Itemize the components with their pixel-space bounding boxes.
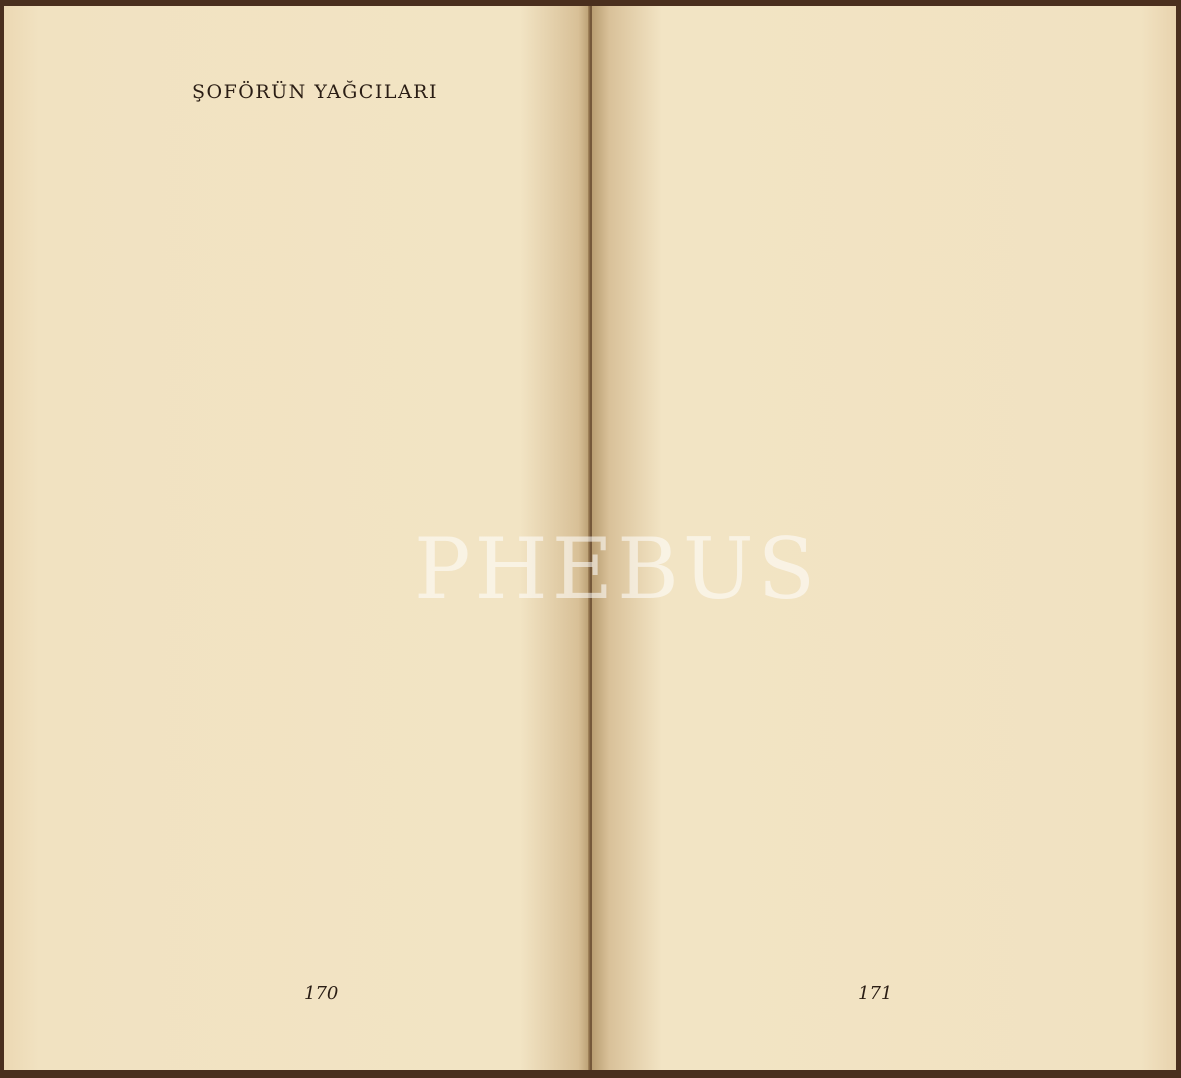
running-head: ŞOFÖRÜN YAĞCILARI [192, 81, 438, 103]
watermark: PHEBUS [414, 520, 820, 618]
page-number-left: 170 [304, 983, 339, 1004]
page-number-right: 171 [858, 983, 893, 1004]
right-page [592, 6, 1176, 1070]
left-page [4, 6, 590, 1070]
